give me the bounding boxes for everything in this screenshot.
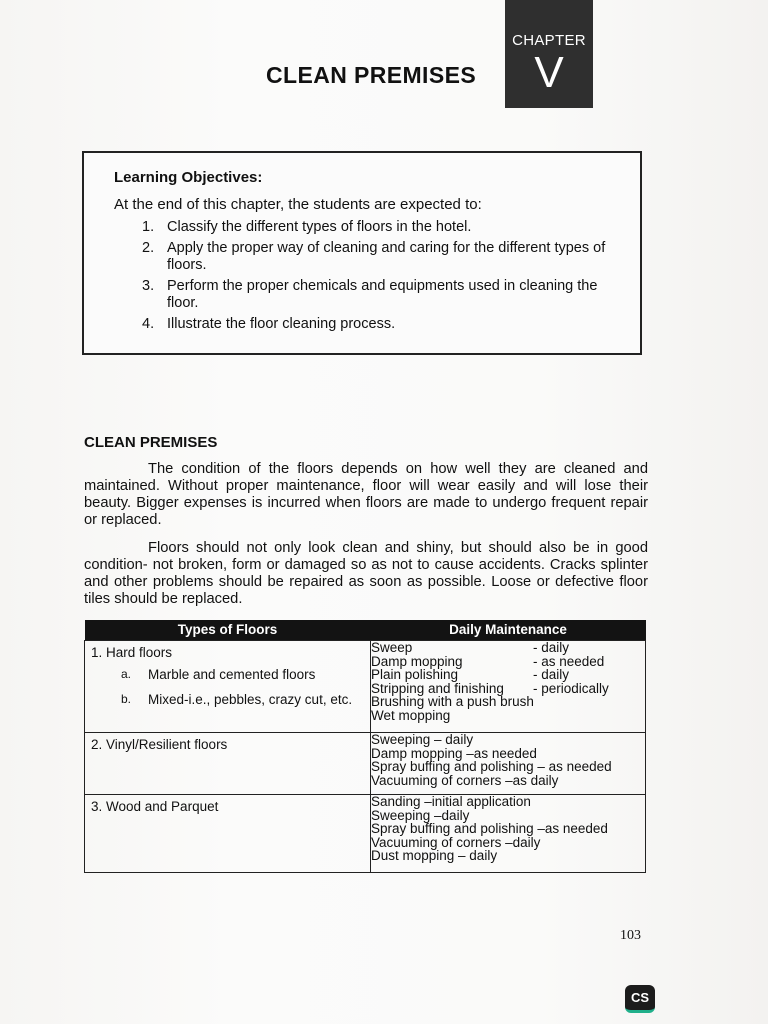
table-row bbox=[85, 733, 646, 795]
maintenance-cell: Sweeping – daily Damp mopping –as needed Spray buffing and polishing – as needed Vacuuming of corners –as daily bbox=[371, 733, 646, 795]
objective-item: 4. Illustrate the floor cleaning process. bbox=[142, 316, 396, 332]
table-row bbox=[85, 795, 646, 873]
column-header: Types of Floors bbox=[85, 620, 371, 641]
floor-type-cell: 1. Hard floors a. Marble and cemented floors b. Mixed-i.e., pebbles, crazy cut, etc. bbox=[85, 641, 371, 733]
table-row bbox=[85, 641, 646, 733]
column-header: Daily Maintenance bbox=[371, 620, 646, 641]
chapter-label: CHAPTER bbox=[512, 32, 586, 49]
objectives-heading: Learning Objectives: bbox=[114, 169, 263, 186]
section-heading: CLEAN PREMISES bbox=[84, 434, 218, 451]
floor-type-cell: 2. Vinyl/Resilient floors bbox=[85, 733, 371, 795]
table-header-row bbox=[85, 620, 646, 641]
chapter-tab bbox=[505, 0, 593, 108]
paragraph: Floors should not only look clean and shiny, but should also be in good condition- not broken, form or damaged so as not to cause accidents. Cracks splinter and other problems should be repaired as soon as possible. Loose or defective floor tiles should be replaced. bbox=[84, 540, 648, 607]
floor-subtype: a. Marble and cemented floors bbox=[121, 666, 316, 682]
maintenance-cell: Sweep - daily Damp mopping - as needed Plain polishing - daily Stripping and finishing - periodically Brushing with a push brush Wet mopping bbox=[371, 641, 646, 733]
chapter-numeral: V bbox=[534, 48, 564, 97]
camscanner-logo-icon: CS bbox=[625, 985, 655, 1013]
learning-objectives-box bbox=[82, 151, 642, 355]
floor-subtype: b. Mixed-i.e., pebbles, crazy cut, etc. bbox=[121, 692, 353, 707]
floor-type-cell: 3. Wood and Parquet bbox=[85, 795, 371, 873]
objective-item: 3. Perform the proper chemicals and equipments used in cleaning the floor. bbox=[142, 278, 598, 311]
paragraph: The condition of the floors depends on how well they are cleaned and maintained. Without proper maintenance, floor will wear easily and will lose their beauty. Bigger expenses is incurred when floors are made to undergo frequent repair or replaced. bbox=[84, 461, 648, 528]
objectives-intro: At the end of this chapter, the students are expected to: bbox=[114, 196, 482, 213]
floor-maintenance-table bbox=[84, 620, 646, 873]
objective-item: 2. Apply the proper way of cleaning and caring for the different types of floors. bbox=[142, 240, 606, 273]
objectives-list bbox=[142, 219, 622, 337]
maintenance-cell: Sanding –initial application Sweeping –daily Spray buffing and polishing –as needed Vacuuming of corners –daily Dust mopping – daily bbox=[371, 795, 646, 873]
objective-item: 1. Classify the different types of floors in the hotel. bbox=[142, 219, 472, 235]
page-number: 103 bbox=[620, 928, 641, 943]
chapter-title: CLEAN PREMISES bbox=[266, 62, 477, 88]
